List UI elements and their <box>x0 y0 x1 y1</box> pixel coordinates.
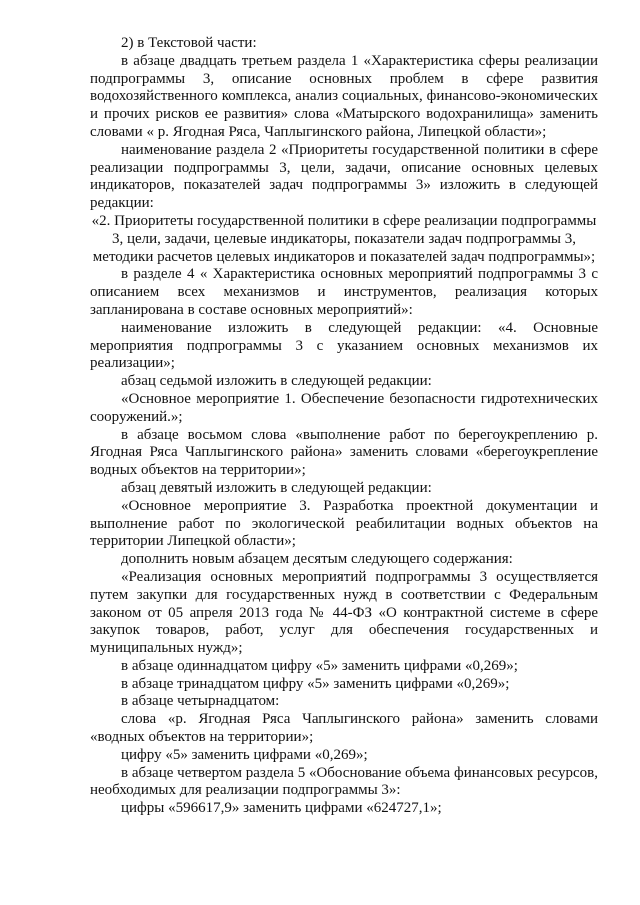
paragraph-seventh-intro: абзац седьмой изложить в следующей редакции: <box>121 373 432 390</box>
paragraph-section4-intro: в разделе 4 « Характеристика основных мероприятий подпрограммы 3 с описанием всех механизмов и инструментов, реализация которых запланирована в составе основных мероприятий»: <box>90 266 598 318</box>
paragraph-tenth-text: «Реализация основных мероприятий подпрограммы 3 осуществляется путем закупки для государственных нужд в соответствии с Федеральным законом от 05 апреля 2013 года № 44-ФЗ «О контрактной системе в сфере закупок товаров, работ, услуг для обеспечения государственных и муниципальных нужд»; <box>90 568 598 657</box>
paragraph-ninth-text: «Основное мероприятие 3. Разработка проектной документации и выполнение работ по экологической реабилитации водных объектов на территории Липецкой области»; <box>90 497 598 550</box>
document-page <box>90 35 598 818</box>
paragraph-fourteenth-intro: в абзаце четырнадцатом: <box>121 693 280 710</box>
paragraph-eleventh-amendment: в абзаце одиннадцатом цифру «5» заменить цифрами «0,269»; <box>121 657 518 674</box>
paragraph-section2-new-title: «2. Приоритеты государственной политики в сфере реализации подпрограммы 3, цели, задачи, целевые индикаторы, показатели задач подпрограммы 3, методики расчетов целевых индикаторов и показателей задач подпрограммы»; <box>91 212 597 265</box>
paragraph-fourteenth-digit: цифру «5» заменить цифрами «0,269»; <box>121 746 368 763</box>
paragraph-seventh-text: «Основное мероприятие 1. Обеспечение безопасности гидротехнических сооружений.»; <box>90 390 598 425</box>
paragraph-ninth-intro: абзац девятый изложить в следующей редакции: <box>121 479 432 496</box>
paragraph-thirteenth-amendment: в абзаце тринадцатом цифру «5» заменить цифрами «0,269»; <box>121 675 510 692</box>
paragraph-tenth-intro: дополнить новым абзацем десятым следующего содержания: <box>121 551 513 568</box>
paragraph-section4-title-amendment: наименование изложить в следующей редакции: «4. Основные мероприятия подпрограммы 3 с указанием основных механизмов их реализации»; <box>90 319 598 372</box>
paragraph-section5-intro: в абзаце четвертом раздела 5 «Обоснование объема финансовых ресурсов, необходимых для реализации подпрограммы 3»: <box>90 764 598 799</box>
paragraph-section5-figures: цифры «596617,9» заменить цифрами «624727,1»; <box>121 800 442 817</box>
paragraph-heading-text-part: 2) в Текстовой части: <box>121 35 257 51</box>
paragraph-section1-amendment: в абзаце двадцать третьем раздела 1 «Характеристика сферы реализации подпрограммы 3, описание основных проблем в сфере развития водохозяйственного комплекса, анализ социальных, финансово-экономических и прочих рисков ее развития» слова «Матырского водохранилища» заменить словами « р. Ягодная Ряса, Чаплыгинского района, Липецкой области»; <box>90 52 598 140</box>
paragraph-fourteenth-words: слова «р. Ягодная Ряса Чаплыгинского района» заменить словами «водных объектов на территории»; <box>90 711 598 746</box>
paragraph-section2-title-amendment: наименование раздела 2 «Приоритеты государственной политики в сфере реализации подпрограммы 3, цели, задачи, описание основных целевых индикаторов, показателей задач подпрограммы 3» изложить в следующей редакции: <box>90 141 598 212</box>
paragraph-eighth-amendment: в абзаце восьмом слова «выполнение работ по берегоукреплению р. Ягодная Ряса Чаплыгинского района» заменить словами «берегоукрепление водных объектов на территории»; <box>90 426 598 479</box>
